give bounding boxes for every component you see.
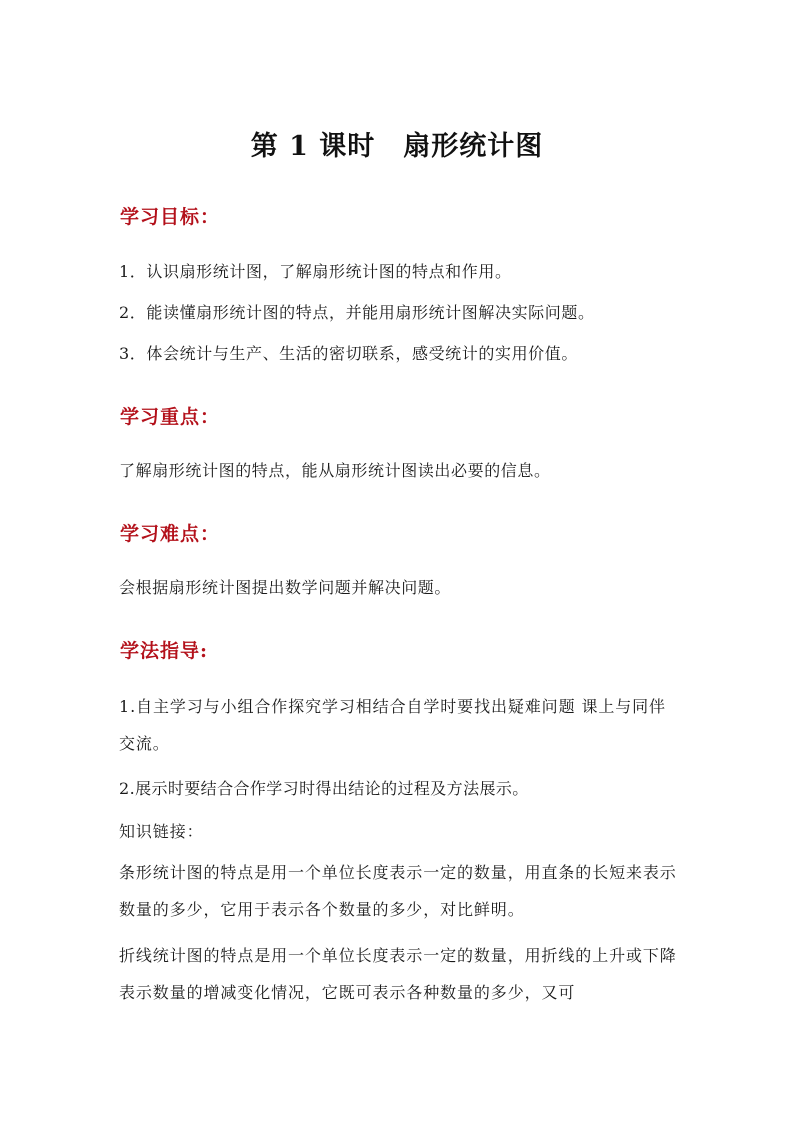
key-points-heading: 学习重点： — [120, 406, 221, 428]
objectives-heading: 学习目标： — [120, 206, 221, 228]
objective-item-1: 1．认识扇形统计图，了解扇形统计图的特点和作用。 — [119, 262, 512, 281]
difficulties-heading: 学习难点： — [120, 523, 221, 545]
objective-item-3: 3．体会统计与生产、生活的密切联系，感受统计的实用价值。 — [119, 344, 578, 363]
key-points-text: 了解扇形统计图的特点，能从扇形统计图读出必要的信息。 — [119, 461, 551, 480]
difficulties-text: 会根据扇形统计图提出数学问题并解决问题。 — [119, 578, 452, 597]
knowledge-label: 知识链接： — [119, 822, 204, 841]
method-heading: 学法指导: — [120, 640, 209, 662]
page-title: 第 1 课时 扇形统计图 — [250, 131, 544, 162]
objective-item-2: 2．能读懂扇形统计图的特点，并能用扇形统计图解决实际问题。 — [119, 303, 595, 322]
knowledge-paragraph-bar-chart: 条形统计图的特点是用一个单位长度表示一定的数量，用直条的长短来表示数量的多少，它用于表示各个数量的多少，对比鲜明。 — [119, 863, 677, 919]
method-item-1: 1.自主学习与小组合作探究学习相结合自学时要找出疑难问题 课上与同伴交流。 — [119, 697, 666, 753]
method-item-2: 2.展示时要结合合作学习时得出结论的过程及方法展示。 — [119, 779, 529, 798]
knowledge-paragraph-line-chart: 折线统计图的特点是用一个单位长度表示一定的数量，用折线的上升或下降表示数量的增减变化情况，它既可表示各种数量的多少，又可 — [119, 946, 677, 1002]
